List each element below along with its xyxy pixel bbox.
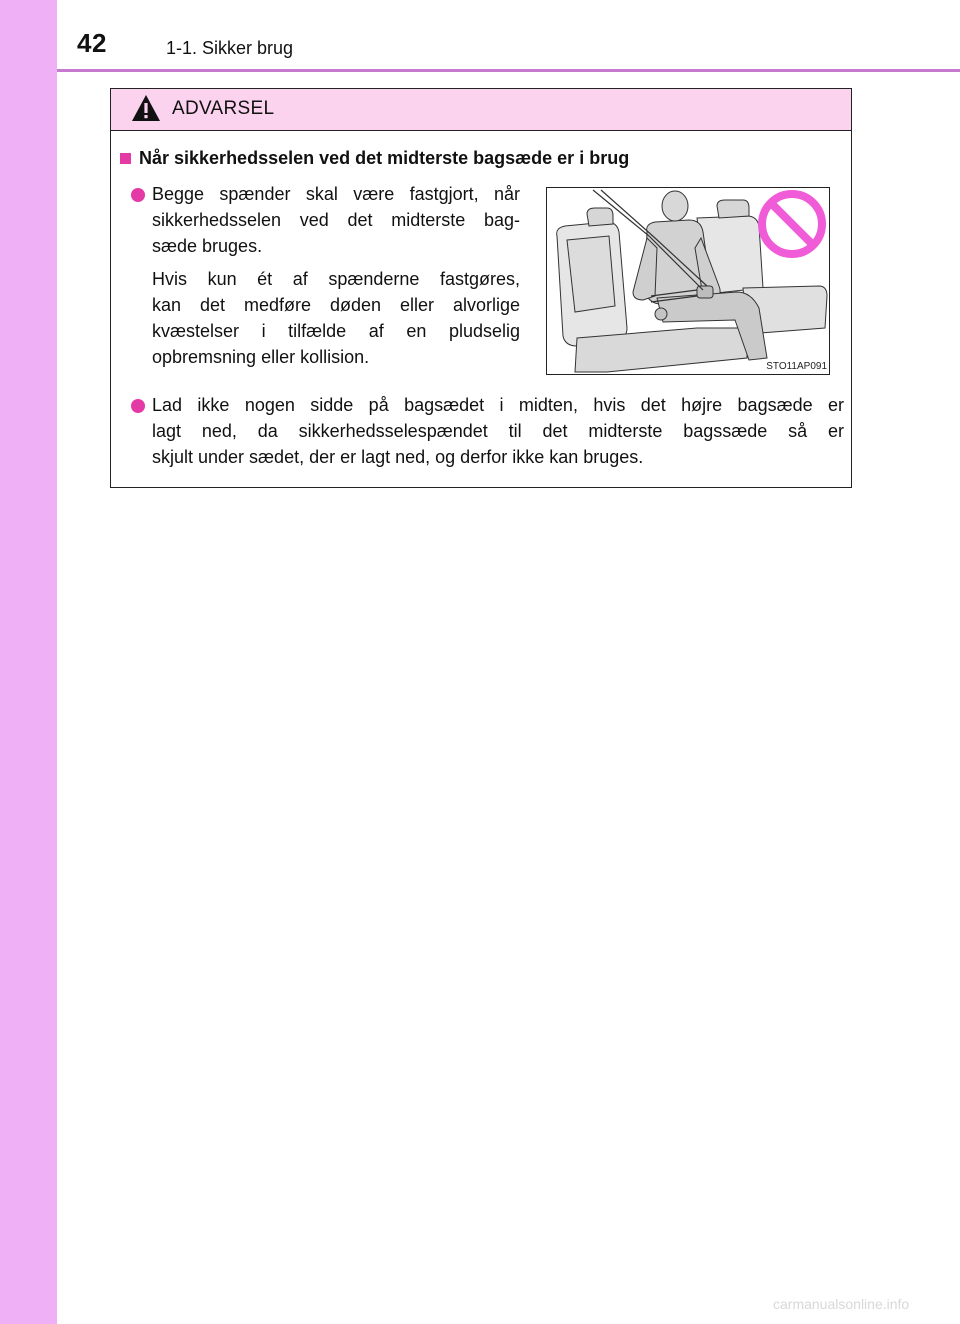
- seat-belt-illustration: [546, 187, 830, 375]
- illustration-code: STO11AP091: [766, 361, 827, 372]
- bullet2-line1: Lad ikke nogen sidde på bagsædet i midten, hvis det højre bagsæde er: [152, 395, 844, 415]
- warning-label: ADVARSEL: [172, 98, 275, 119]
- header-rule: [57, 69, 960, 72]
- bullet1-line2: sikkerhedsselen ved det midterste bag-: [152, 210, 520, 230]
- watermark: carmanualsonline.info: [773, 1296, 910, 1312]
- bullet1-line3: sæde bruges.: [152, 236, 263, 256]
- square-bullet-icon: [120, 153, 131, 164]
- bullet2-line2: lagt ned, da sikkerhedsselespændet til det midterste bagssæde så er: [152, 421, 844, 441]
- warning-header: [111, 89, 851, 131]
- bullet2-line3: skjult under sædet, der er lagt ned, og derfor ikke kan bruges.: [152, 447, 644, 467]
- bullet-dot-icon: [131, 188, 145, 202]
- page-number: 42: [77, 28, 107, 58]
- bullet1-p2-line3: kvæstelser i tilfælde af en pludselig: [152, 321, 520, 341]
- seat-illustration-drawing: [547, 188, 829, 374]
- section-title: 1-1. Sikker brug: [166, 38, 294, 58]
- prohibition-icon: [762, 194, 822, 254]
- warning-triangle-icon: [131, 94, 161, 122]
- bullet1-line1: Begge spænder skal være fastgjort, når: [152, 184, 520, 204]
- bullet-dot-icon: [131, 399, 145, 413]
- warning-box: [110, 88, 852, 488]
- bullet1-p2-line2: kan det medføre døden eller alvorlige: [152, 295, 520, 315]
- subheading-text: Når sikkerhedsselen ved det midterste bagsæde er i brug: [139, 148, 630, 168]
- side-tab-bar: [0, 0, 57, 1324]
- bullet1-p2-line4: opbremsning eller kollision.: [152, 347, 370, 367]
- warning-subheading: [120, 148, 629, 169]
- bullet1-p2-line1: Hvis kun ét af spænderne fastgøres,: [152, 269, 520, 289]
